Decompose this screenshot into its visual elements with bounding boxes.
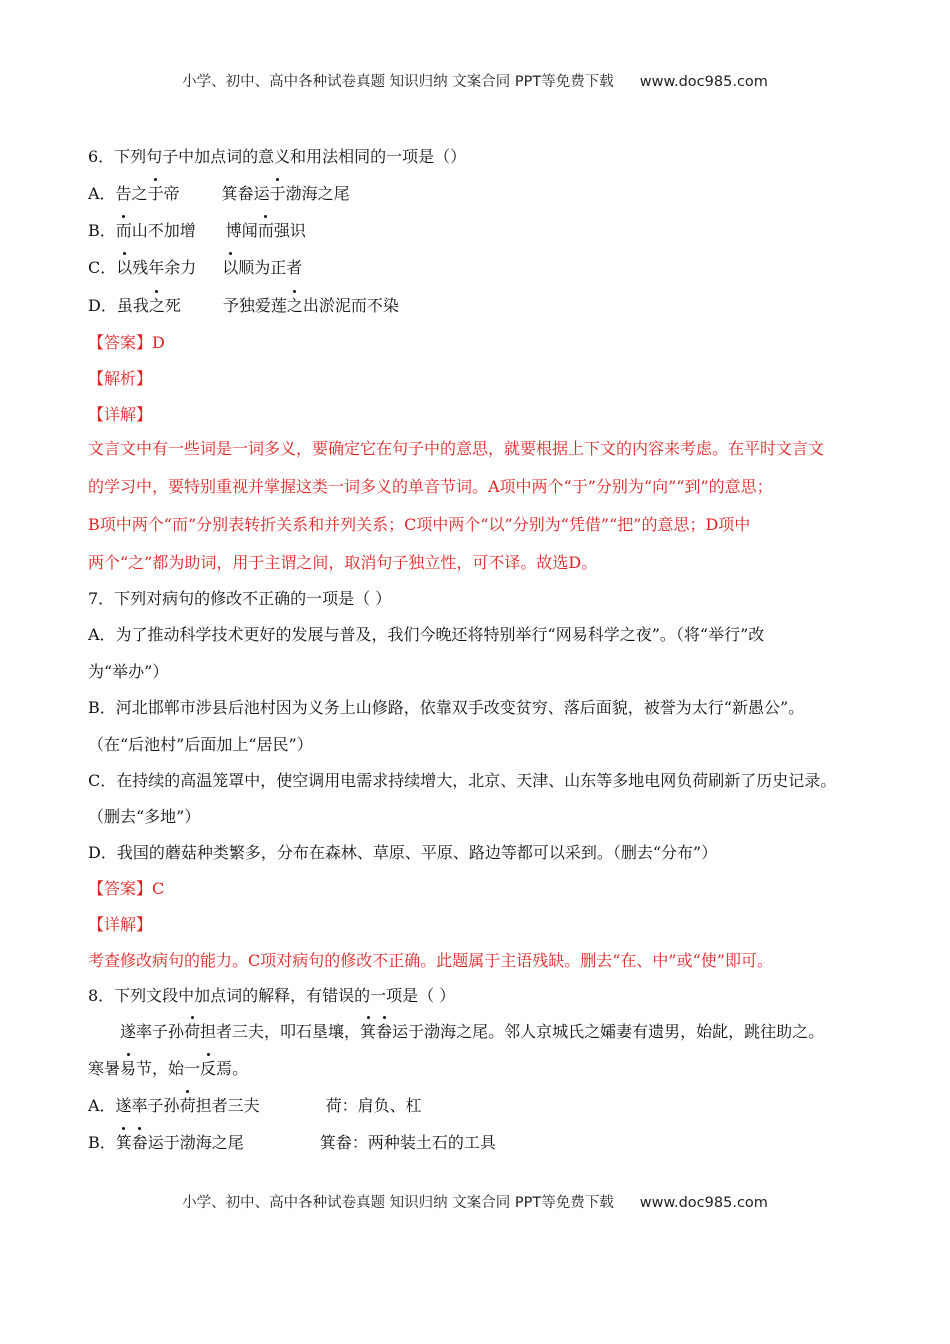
text: 帝: [163, 184, 180, 203]
footer-site: www.doc985.com: [639, 1195, 768, 1211]
text: 箕畚：两种装土石的工具: [319, 1133, 496, 1152]
text: 死: [164, 296, 181, 315]
dotted-char: 荷: [179, 1096, 196, 1115]
text: 博闻: [225, 221, 258, 240]
q6-answer: 【答案】D: [88, 333, 165, 352]
dotted-char: 而: [115, 221, 132, 240]
dotted-char: 反: [200, 1059, 217, 1078]
q7-line: C．在持续的高温笼罩中，使空调用电需求持续增大，北京、天津、山东等多地电网负荷刷新了历史记录。: [88, 771, 837, 790]
text: 顺为正者: [238, 258, 303, 277]
footer-text: 小学、初中、高中各种试卷真题 知识归纳 文案合同 PPT等免费下载: [182, 1195, 614, 1211]
q6-detail-line: 的学习中，要特别重视并掌握这类一词多义的单音节词。A项中两个“于”分别为“向”“到”的意思；: [88, 477, 773, 496]
text: 寒暑: [88, 1059, 121, 1078]
text: C．: [88, 258, 117, 277]
q6-option-a: [88, 183, 350, 205]
dotted-char: 以: [222, 258, 239, 277]
text: B．: [88, 221, 116, 240]
q7-line: （删去“多地”）: [88, 807, 201, 826]
text: A．告之: [88, 184, 148, 203]
q7-detail-label: 【详解】: [88, 915, 153, 934]
dotted-char: 箕: [115, 1133, 132, 1152]
dotted-char: 之: [286, 296, 303, 315]
text: 箕畚运: [221, 184, 270, 203]
q6-stem: 6．下列句子中加点词的意义和用法相同的一项是（）: [88, 147, 467, 166]
dotted-char: 而: [257, 221, 274, 240]
q7-line: 为“举办”）: [88, 662, 169, 681]
text: 运于渤海之尾: [147, 1133, 244, 1152]
q6-analysis-label: 【解析】: [88, 369, 153, 388]
text: 山不加增: [131, 221, 196, 240]
text: 节，始一: [136, 1059, 201, 1078]
text: 渤海之尾: [285, 184, 350, 203]
q7-line: （在“后池村”后面加上“居民”）: [88, 735, 313, 754]
q7-stem: 7．下列对病句的修改不正确的一项是（ ）: [88, 589, 392, 608]
q8-passage: [120, 1021, 824, 1043]
text: 担者三夫: [195, 1096, 260, 1115]
dotted-char: 于: [269, 184, 286, 203]
q7-answer: 【答案】C: [88, 879, 165, 898]
text: 遂率子孙: [120, 1022, 185, 1041]
dotted-char: 于: [147, 184, 164, 203]
text: 出淤泥而不染: [302, 296, 399, 315]
page-header: [0, 70, 950, 91]
dotted-char: 荷: [184, 1022, 201, 1041]
q6-detail-line: 两个“之”都为助词，用于主谓之间，取消句子独立性，可不译。故选D。: [88, 553, 598, 572]
header-text: 小学、初中、高中各种试卷真题 知识归纳 文案合同 PPT等免费下载: [182, 74, 614, 90]
q8-passage-cont: [88, 1058, 248, 1080]
text: 担者三夫，叩石垦壤，: [200, 1022, 361, 1041]
text: 予独爱莲: [222, 296, 287, 315]
dotted-char: 以: [116, 258, 133, 277]
dotted-char: 箕: [360, 1022, 377, 1041]
q7-line: A．为了推动科学技术更好的发展与普及，我们今晚还将特别举行“网易科学之夜”。（将“举行”改: [88, 625, 765, 644]
dotted-char: 易: [120, 1059, 137, 1078]
q6-detail-label: 【详解】: [88, 405, 153, 424]
text: 残年余力: [132, 258, 197, 277]
q6-option-b: [88, 220, 306, 242]
text: 强识: [273, 221, 306, 240]
q6-option-d: [88, 295, 399, 317]
q7-detail: 考查修改病句的能力。C项对病句的修改不正确。此题属于主语残缺。删去“在、中”或“使”即可。: [88, 951, 773, 970]
page-footer: [0, 1191, 950, 1212]
q8-option-a: [88, 1095, 422, 1117]
text: 运于渤海之尾。邻人京城氏之孀妻有遗男，始龀，跳往助之。: [392, 1022, 825, 1041]
text: 焉。: [216, 1059, 249, 1078]
header-site: www.doc985.com: [639, 74, 768, 90]
dotted-char: 畚: [131, 1133, 148, 1152]
q6-detail-line: 文言文中有一些词是一词多义，要确定它在句子中的意思，就要根据上下文的内容来考虑。在平时文言文: [88, 439, 825, 458]
q8-stem: 8．下列文段中加点词的解释，有错误的一项是（ ）: [88, 986, 456, 1005]
dotted-char: 畚: [376, 1022, 393, 1041]
q6-detail-line: B项中两个“而”分别表转折关系和并列关系；C项中两个“以”分别为“凭借”“把”的意思；D项中: [88, 515, 751, 534]
q8-option-b: [88, 1132, 496, 1154]
text: B．: [88, 1133, 116, 1152]
q7-line: D．我国的蘑菇种类繁多，分布在森林、草原、平原、路边等都可以采到。（删去“分布”）: [88, 843, 718, 862]
dotted-char: 之: [148, 296, 165, 315]
text: A．遂率子孙: [88, 1096, 180, 1115]
q7-line: B．河北邯郸市涉县后池村因为义务上山修路，依靠双手改变贫穷、落后面貌，被誉为太行“新愚公”。: [88, 698, 805, 717]
q6-option-c: [88, 257, 302, 279]
text: D．虽我: [88, 296, 149, 315]
text: 荷：肩负、杠: [325, 1096, 422, 1115]
